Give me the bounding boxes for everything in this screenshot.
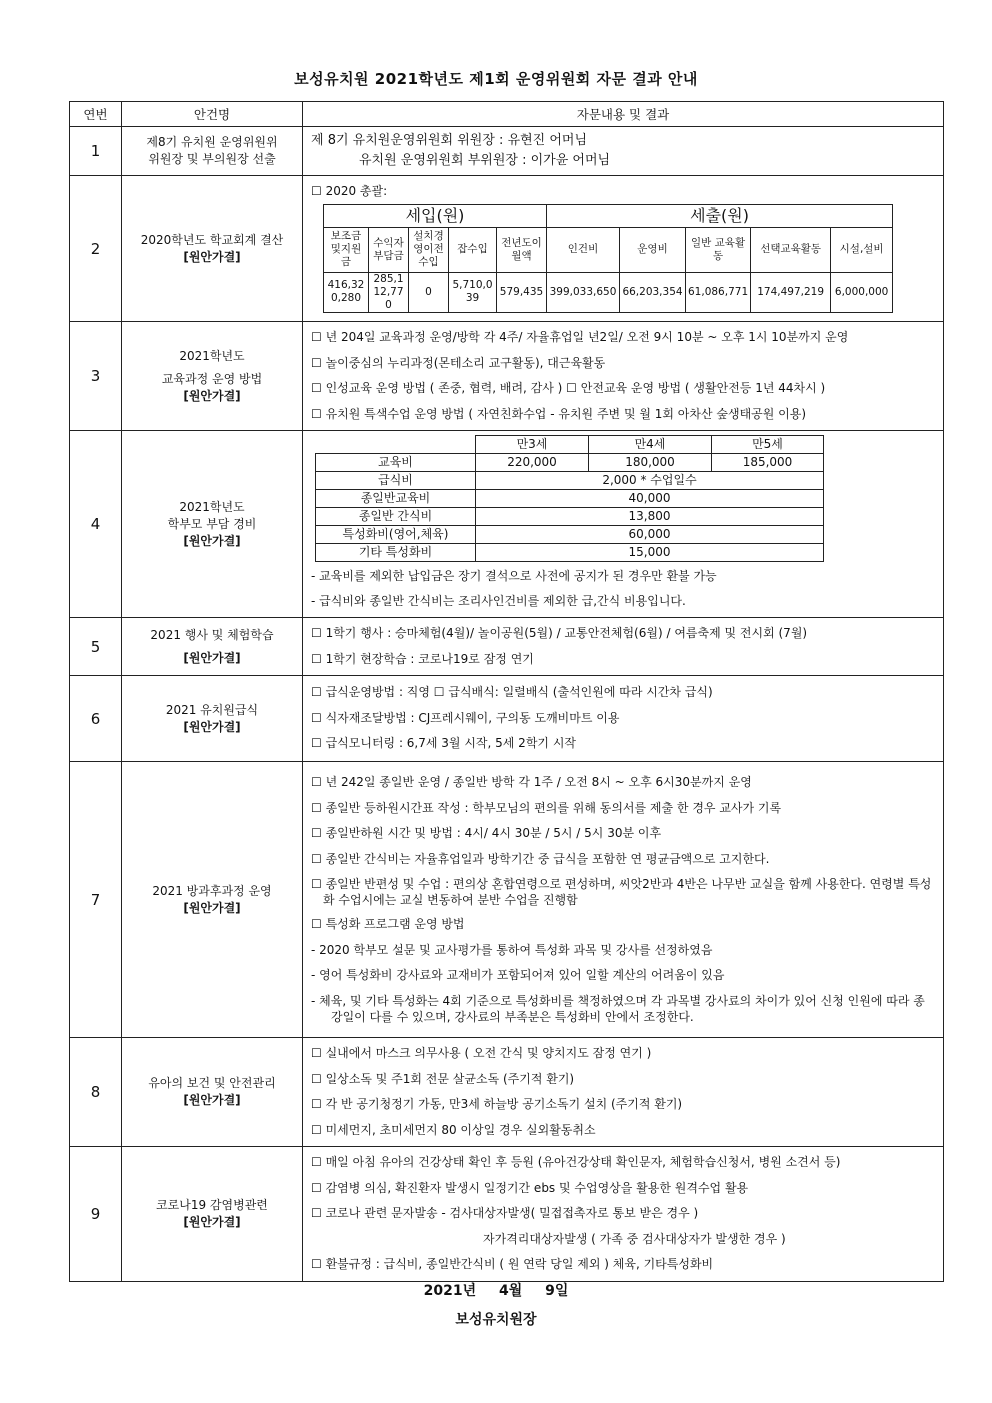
budget-value: 416,320,280	[324, 272, 369, 312]
fee-value: 220,000	[476, 454, 589, 472]
content-line: ☐ 각 반 공기청정기 가동, 만3세 하늘방 공기소독기 설치 (주기적 환기)	[311, 1097, 683, 1111]
agenda-cell	[122, 762, 303, 1038]
content-cell	[303, 618, 944, 676]
fee-value: 185,000	[712, 454, 824, 472]
budget-head: 보조금 및지원금	[324, 227, 369, 272]
fee-label: 기타 특성화비	[316, 544, 476, 562]
budget-head: 잡수입	[449, 227, 497, 272]
header-row	[70, 102, 944, 127]
budget-value: 399,033,650	[547, 272, 620, 312]
header-content: 자문내용 및 결과	[303, 102, 944, 127]
content-line: - 체육, 및 기타 특성화는 4회 기준으로 특성화비를 책정하였으며 각 과목별 강사료의 차이가 있어 신청 인원에 따라 종강일이 다를 수 있으며, 강사료의 부족분은 특성화비 안에서 조정한다.	[311, 993, 925, 1024]
document-date: 2021년 4월 9일	[423, 1283, 569, 1299]
budget-head: 설치경 영이전 수입	[409, 227, 449, 272]
content-line: ☐ 급식모니터링 : 6,7세 3월 시작, 5세 2학기 시작	[311, 736, 577, 751]
content-cell	[303, 676, 944, 762]
content-cell	[303, 1038, 944, 1147]
budget-value: 0	[409, 272, 449, 312]
content-cell	[303, 1147, 944, 1282]
fee-table	[315, 435, 824, 562]
agenda-cell	[122, 1038, 303, 1147]
row-number: 3	[70, 322, 122, 431]
content-line: ☐ 놀이중심의 누리과정(몬테소리 교구활동), 대근육활동	[311, 355, 606, 370]
content-line: ☐ 종일반 간식비는 자율휴업일과 방학기간 중 급식을 포함한 연 평균금액으로 고지한다.	[311, 851, 770, 866]
budget-value: 174,497,219	[751, 272, 831, 312]
content-line: ☐ 종일반 등하원시간표 작성 : 학부모님의 편의를 위해 동의서를 제출 한 경우 교사가 기록	[311, 800, 782, 815]
fee-label: 종일반 간식비	[316, 508, 476, 526]
table-row	[70, 431, 944, 618]
fee-value: 15,000	[476, 544, 824, 562]
budget-head: 전년도이 월액	[497, 227, 547, 272]
agenda-cell	[122, 618, 303, 676]
header-no: 연번	[70, 102, 122, 127]
document-title: 보성유치원 2021학년도 제1회 운영위원회 자문 결과 안내	[294, 70, 698, 88]
agenda-text: 2020학년도 학교회계 결산	[140, 232, 284, 247]
fee-value: 13,800	[476, 508, 824, 526]
content-line: - 영어 특성화비 강사료와 교재비가 포함되어져 있어 일할 계산의 어려움이 있음	[311, 968, 725, 983]
resolution-tag: [원안가결]	[183, 1214, 241, 1229]
budget-head: 운영비	[620, 227, 686, 272]
content-line: ☐ 인성교육 운영 방법 ( 존중, 협력, 배려, 감사 ) ☐ 안전교육 운영 방법 ( 생활안전등 1년 44차시 )	[311, 381, 826, 395]
fee-value: 60,000	[476, 526, 824, 544]
content-cell	[303, 431, 944, 618]
content-cell	[303, 127, 944, 176]
content-line: - 2020 학부모 설문 및 교사평가를 통하여 특성화 과목 및 강사를 선정하였음	[311, 942, 713, 957]
content-line: ☐ 년 204일 교육과정 운영/방학 각 4주/ 자율휴업일 년2일/ 오전 9시 10분 ~ 오후 1시 10분까지 운영	[311, 330, 849, 344]
budget-value: 5,710,039	[449, 272, 497, 312]
table-row	[70, 676, 944, 762]
content-line: ☐ 1학기 현장학습 : 코로나19로 잠정 연기	[311, 651, 534, 666]
content-cell	[303, 762, 944, 1038]
agenda-text: 2021 유치원급식	[165, 702, 259, 717]
content-line: ☐ 1학기 행사 : 승마체험(4월)/ 놀이공원(5월) / 교통안전체험(6월) / 여름축제 및 전시회 (7월)	[311, 626, 808, 640]
budget-head: 일반 교육활동	[686, 227, 751, 272]
row-number: 4	[70, 431, 122, 618]
table-row	[70, 176, 944, 322]
income-title: 세입(원)	[324, 204, 547, 227]
resolution-tag: [원안가결]	[183, 533, 241, 548]
fee-label: 급식비	[316, 472, 476, 490]
row-number: 5	[70, 618, 122, 676]
content-line: ☐ 실내에서 마스크 의무사용 ( 오전 간식 및 양치지도 잠정 연기 )	[311, 1046, 652, 1060]
content-cell	[303, 176, 944, 322]
table-row	[70, 618, 944, 676]
row-number: 7	[70, 762, 122, 1038]
content-line: ☐ 년 242일 종일반 운영 / 종일반 방학 각 1주 / 오전 8시 ~ 오후 6시30분까지 운영	[311, 775, 752, 790]
row-number: 6	[70, 676, 122, 762]
content-line: ☐ 감염병 의심, 확진환자 발생시 일정기간 ebs 및 수업영상을 활용한 원격수업 활용	[311, 1180, 749, 1195]
age-header: 만5세	[712, 436, 824, 454]
resolution-tag: [원안가결]	[183, 900, 241, 915]
budget-head: 시설,설비	[831, 227, 893, 272]
header-agenda: 안건명	[122, 102, 303, 127]
row-number: 2	[70, 176, 122, 322]
agenda-cell	[122, 1147, 303, 1282]
agenda-text: 제8기 유치원 운영위원위	[146, 135, 278, 149]
age-header: 만4세	[589, 436, 712, 454]
content-line: ☐ 매일 아침 유아의 건강상태 확인 후 등원 (유아건강상태 확인문자, 체험학습신청서, 병원 소견서 등)	[311, 1155, 841, 1169]
budget-value: 579,435	[497, 272, 547, 312]
table-row	[70, 322, 944, 431]
resolution-tag: [원안가결]	[183, 249, 241, 264]
agenda-text: 2021학년도	[179, 499, 245, 514]
fee-note: - 급식비와 종일반 간식비는 조리사인건비를 제외한 급,간식 비용입니다.	[311, 594, 686, 608]
chair-line: 제 8기 유치원운영위원회 위원장 : 유현진 어머님	[311, 133, 588, 148]
content-line: ☐ 환불규정 : 급식비, 종일반간식비 ( 원 연락 당일 제외 ) 체육, 기타특성화비	[311, 1257, 714, 1271]
signature: 보성유치원장	[455, 1312, 537, 1328]
budget-head: 선택교육활동	[751, 227, 831, 272]
budget-value: 285,112,770	[369, 272, 409, 312]
row-number: 9	[70, 1147, 122, 1282]
budget-value: 6,000,000	[831, 272, 893, 312]
agenda-cell	[122, 322, 303, 431]
table-row	[70, 1038, 944, 1147]
content-line: ☐ 종일반하원 시간 및 방법 : 4시/ 4시 30분 / 5시 / 5시 30분 이후	[311, 826, 662, 841]
agenda-text: 2021 방과후과정 운영	[152, 883, 272, 898]
content-line: ☐ 급식운영방법 : 직영 ☐ 급식배식: 일렬배식 (출석인원에 따라 시간차 급식)	[311, 685, 713, 700]
budget-table	[323, 204, 893, 313]
row-number: 1	[70, 127, 122, 176]
resolution-tag: [원안가결]	[183, 719, 241, 734]
content-line: ☐ 미세먼지, 초미세먼지 80 이상일 경우 실외활동취소	[311, 1122, 596, 1137]
content-line: ☐ 유치원 특색수업 운영 방법 ( 자연친화수업 - 유치원 주변 및 월 1회 아차산 숲생태공원 이용)	[311, 406, 807, 421]
resolution-tag: [원안가결]	[183, 1093, 241, 1107]
agenda-cell	[122, 676, 303, 762]
content-line: ☐ 특성화 프로그램 운영 방법	[311, 917, 465, 932]
fee-note: - 교육비를 제외한 납입금은 장기 결석으로 사전에 공지가 된 경우만 환불 가능	[311, 569, 717, 583]
agenda-text: 2021 행사 및 체험학습	[150, 627, 274, 642]
fee-label: 특성화비(영어,체육)	[316, 526, 476, 544]
agenda-cell	[122, 431, 303, 618]
vice-chair-line: 유치원 운영위원회 부위원장 : 이가윤 어머님	[359, 153, 611, 168]
table-row	[70, 762, 944, 1038]
budget-value: 61,086,771	[686, 272, 751, 312]
table-row	[70, 127, 944, 176]
budget-head: 인건비	[547, 227, 620, 272]
agenda-text: 코로나19 감염병관련	[156, 1197, 268, 1212]
agenda-text: 위원장 및 부의원장 선출	[148, 152, 276, 166]
resolution-tag: [원안가결]	[183, 650, 241, 665]
fee-label: 교육비	[316, 454, 476, 472]
agenda-text: 교육과정 운영 방법	[161, 371, 263, 386]
agenda-text: 유아의 보건 및 안전관리	[148, 1076, 276, 1090]
agenda-cell	[122, 176, 303, 322]
fee-value: 2,000 * 수업일수	[476, 472, 824, 490]
budget-head: 수익자 부담금	[369, 227, 409, 272]
agenda-cell	[122, 127, 303, 176]
content-cell	[303, 322, 944, 431]
fee-value: 180,000	[589, 454, 712, 472]
age-header: 만3세	[476, 436, 589, 454]
resolution-tag: [원안가결]	[183, 388, 241, 403]
content-line: ☐ 일상소독 및 주1회 전문 살균소독 (주기적 환기)	[311, 1071, 575, 1086]
fee-value: 40,000	[476, 490, 824, 508]
fee-label: 종일반교육비	[316, 490, 476, 508]
content-line: ☐ 코로나 관련 문자발송 - 검사대상자발생( 밀접접촉자로 통보 받은 경우 )	[311, 1206, 699, 1220]
content-line: 자가격리대상자발생 ( 가족 중 검사대상자가 발생한 경우 )	[483, 1231, 786, 1246]
agenda-text: 2021학년도	[179, 348, 245, 363]
consultation-table	[69, 101, 944, 1282]
expense-title: 세출(원)	[547, 204, 893, 227]
budget-value: 66,203,354	[620, 272, 686, 312]
agenda-text: 학부모 부담 경비	[167, 516, 257, 531]
content-line: ☐ 식자재조달방법 : CJ프레시웨이, 구의동 도깨비마트 이용	[311, 710, 620, 725]
content-line: ☐ 2020 총괄:	[311, 183, 388, 198]
content-line: ☐ 종일반 반편성 및 수업 : 편의상 혼합연령으로 편성하며, 씨앗2반과 4반은 나무반 교실을 함께 사용한다. 연령별 특성화 수업시에는 교실 변동하여 분반 수업을 진행함	[311, 877, 932, 908]
row-number: 8	[70, 1038, 122, 1147]
table-row	[70, 1147, 944, 1282]
